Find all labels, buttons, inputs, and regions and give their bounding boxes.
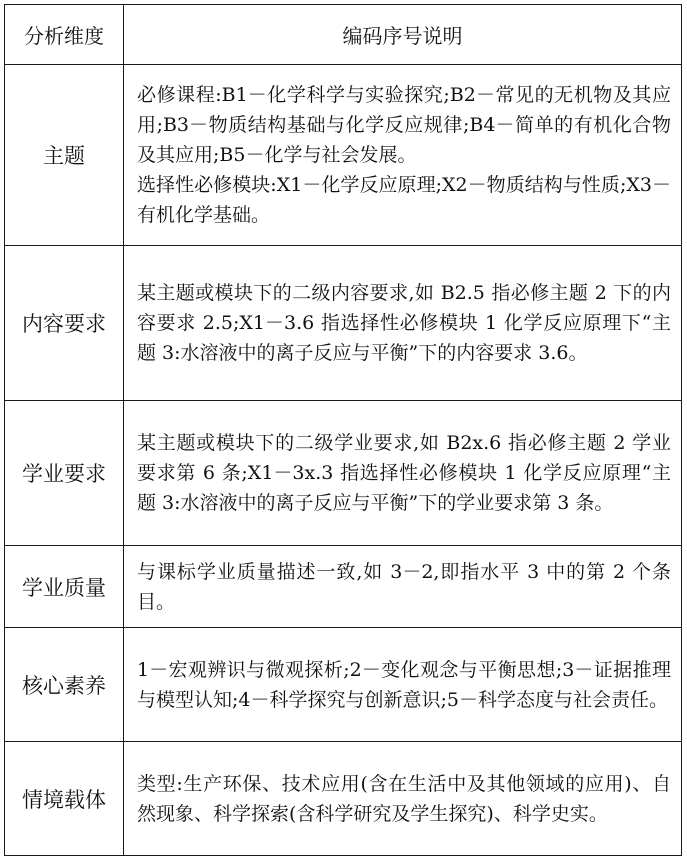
description-cell — [124, 742, 682, 856]
description-line: 与课标学业质量描述一致,如 3－2,即指水平 3 中的第 2 个条目。 — [137, 560, 671, 613]
description-line: 类型:生产环保、技术应用(含在生活中及其他领域的应用)、自然现象、科学探索(含科学研究及学生探究)、科学史实。 — [137, 772, 671, 825]
table-row — [5, 546, 682, 628]
description-cell — [124, 401, 682, 546]
description-line: 某主题或模块下的二级学业要求,如 B2x.6 指必修主题 2 学业要求第 6 条;X1－3x.3 指选择性必修模块 1 化学反应原理“主题 3:水溶液中的离子反应与平衡”下的学业要求第 3 条。 — [137, 432, 671, 514]
description-cell — [124, 246, 682, 401]
table-row — [5, 65, 682, 246]
description-cell — [124, 65, 682, 246]
table-row — [5, 401, 682, 546]
table-row — [5, 246, 682, 401]
description-line: 某主题或模块下的二级内容要求,如 B2.5 指必修主题 2 下的内容要求 2.5;X1－3.6 指选择性必修模块 1 化学反应原理下“主题 3:水溶液中的离子反应与平衡”下的内容要求 3.6。 — [137, 282, 671, 364]
header-analysis-dimension: 分析维度 — [5, 5, 124, 65]
dimension-cell: 学业质量 — [5, 546, 124, 628]
dimension-cell: 学业要求 — [5, 401, 124, 546]
dimension-cell: 主题 — [5, 65, 124, 246]
header-code-description: 编码序号说明 — [124, 5, 682, 65]
table-row — [5, 742, 682, 856]
dimension-cell: 核心素养 — [5, 628, 124, 742]
description-line: 1－宏观辨识与微观探析;2－变化观念与平衡思想;3－证据推理与模型认知;4－科学探究与创新意识;5－科学态度与社会责任。 — [137, 658, 671, 711]
dimension-cell: 情境载体 — [5, 742, 124, 856]
coding-table — [4, 4, 682, 856]
table-row — [5, 628, 682, 742]
dimension-cell: 内容要求 — [5, 246, 124, 401]
description-cell — [124, 546, 682, 628]
table-header-row — [5, 5, 682, 65]
description-cell — [124, 628, 682, 742]
description-line: 必修课程:B1－化学科学与实验探究;B2－常见的无机物及其应用;B3－物质结构基础与化学反应规律;B4－简单的有机化合物及其应用;B5－化学与社会发展。 — [137, 84, 671, 166]
description-line: 选择性必修模块:X1－化学反应原理;X2－物质结构与性质;X3－有机化学基础。 — [137, 174, 671, 226]
